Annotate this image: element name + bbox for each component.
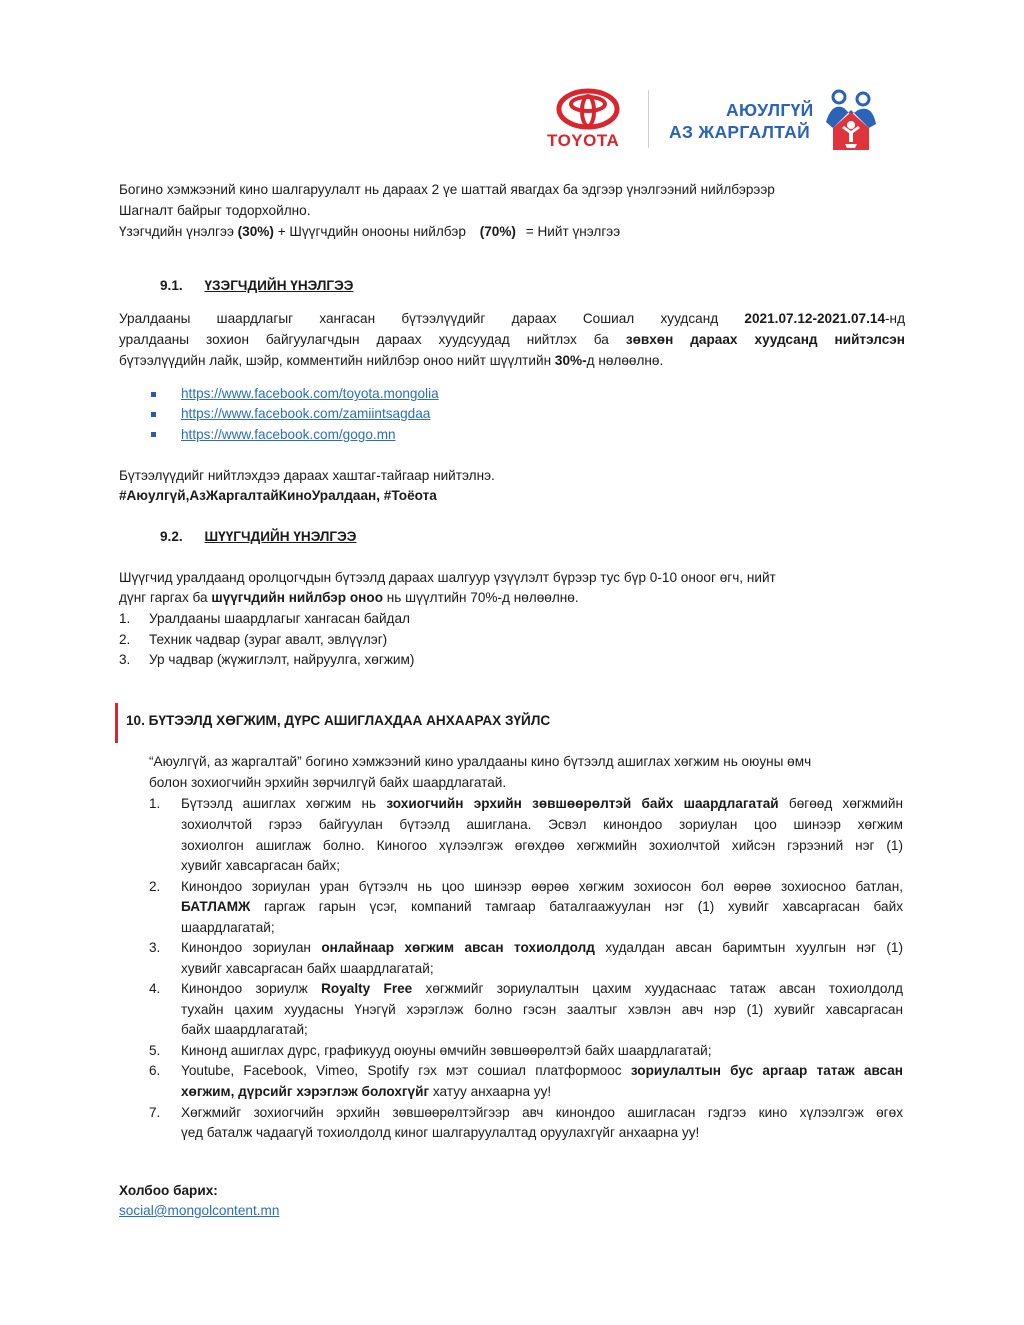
text-run: бүтээлүүдийн лайк, шэйр, комментийн нийлбэр оноо нийт шүүлтийн — [119, 353, 555, 368]
section-9-1-title: ҮЗЭГЧДИЙН ҮНЭЛГЭЭ — [204, 278, 354, 293]
criteria-item — [119, 609, 130, 629]
section-10-intro-line-2: болон зохиогчийн эрхийн зөрчилгүй байх шаардлагатай. — [149, 775, 507, 790]
text-run: гаргаж гарын үсэг, компаний тамгаар баталгаажуулан нэг (1) хувийг хавсаргасан байх — [250, 899, 903, 914]
section-9-2-number: 9.2. — [160, 529, 183, 544]
rule-4-line-1 — [181, 979, 903, 999]
bold-text: онлайнаар хөгжим авсан тохиолдолд — [321, 940, 595, 955]
square-bullet-icon — [151, 432, 156, 437]
text-run: Кинондоо зориулан — [181, 940, 322, 955]
text-run: Бүтээлд ашиглах хөгжим нь — [181, 796, 387, 811]
section-9-1-para-line-2 — [119, 330, 905, 350]
list-number: 5. — [149, 1043, 161, 1058]
list-number: 1. — [119, 611, 131, 626]
rule-3-line-1 — [181, 938, 903, 958]
rule-5-line-1: Кинонд ашиглах дүрс, графикууд оюуны өмчийн зөвшөөрөлтэй байх шаардлагатай; — [181, 1043, 712, 1058]
square-bullet-icon — [151, 412, 156, 417]
formula-viewer-label: Үзэгчдийн үнэлгээ — [119, 224, 238, 239]
contact-label: Холбоо барих: — [119, 1183, 218, 1198]
criteria-item — [119, 630, 130, 650]
section-9-2-para-line-2 — [119, 588, 579, 608]
list-number: 2. — [149, 879, 161, 894]
rule-1-line-4: хувийг хавсаргасан байх; — [181, 858, 340, 873]
section-9-1-para-line-1 — [119, 309, 905, 329]
bold-text: хөгжим, дүрсийг хэрэглэж болохгүйг — [181, 1084, 430, 1099]
rule-3-line-2: хувийг хавсаргасан байх шаардлагатай; — [181, 961, 434, 976]
rule-4-line-3: байх шаардлагатай; — [181, 1022, 308, 1037]
text-run: Youtube, Facebook, Vimeo, Spotify гэх мэт сошиал платформоос — [181, 1063, 631, 1078]
rule-7-line-2: үед баталж чадаагүй тохиолдолд киног шалгаруулалтад оруулахгүйг анхаарна уу! — [181, 1125, 700, 1140]
text-run: нь шүүлтийн 70%-д нөлөөлнө. — [383, 590, 579, 605]
bold-text: зөвхөн дараах хуудсанд нийтэлсэн — [625, 332, 905, 347]
section-accent-bar — [115, 703, 118, 743]
bold-text: 30%- — [554, 353, 587, 368]
criteria-text: Ур чадвар (жүжиглэлт, найруулга, хөгжим) — [149, 652, 415, 667]
text-run: уралдааны зохион байгуулагчдын дараах хуудсуудад нийтлэх ба — [119, 332, 626, 347]
text-run: бөгөөд хөгжмийн — [778, 796, 904, 811]
bold-text: шүүгчдийн нийлбэр оноо — [211, 590, 384, 605]
section-9-1-para-line-3 — [119, 351, 663, 371]
date-range: 2021.07.12-2021.07.14 — [744, 311, 886, 326]
intro-line-1: Богино хэмжээний кино шалгаруулалт нь дараах 2 үе шаттай явагдах ба эдгээр үнэлгээний нийлбэрээр — [119, 182, 775, 197]
list-number: 6. — [149, 1063, 161, 1078]
list-number: 4. — [149, 981, 161, 996]
rule-7-line-1: Хөгжмийг зохиогчийн эрхийн зөвшөөрөлтэйгээр авч кинондоо ашигласан гэдгээ кино хүлээлгэж өгөх — [181, 1105, 903, 1120]
text-run: д нөлөөлнө. — [586, 353, 664, 368]
text-run: -нд — [885, 311, 905, 326]
text-run: хөгжмийг зориулалтын цахим хуудаснаас татаж авсан тохиолдолд — [412, 981, 903, 996]
criteria-text: Техник чадвар (зураг авалт, эвлүүлэг) — [149, 632, 388, 647]
section-9-1-number: 9.1. — [160, 278, 183, 293]
link-gogo-mn[interactable]: https://www.facebook.com/gogo.mn — [181, 427, 396, 442]
list-number: 3. — [119, 652, 131, 667]
bold-text: Royalty Free — [321, 981, 413, 996]
hashtag-intro: Бүтээлүүдийг нийтлэхдээ дараах хаштаг-тайгаар нийтэлнэ. — [119, 468, 495, 483]
logo-divider — [648, 90, 649, 148]
formula-total-label: = Нийт үнэлгээ — [521, 224, 621, 239]
text-run: Кинондоо зориулж — [181, 981, 322, 996]
family-house-icon — [822, 88, 880, 152]
link-toyota-mongolia[interactable]: https://www.facebook.com/toyota.mongolia — [181, 386, 439, 401]
section-10-intro-line-1: “Аюулгүй, аз жаргалтай” богино хэмжээний кино уралдааны кино бүтээлд ашиглах хөгжим нь оюуны өмч — [149, 754, 812, 769]
intro-line-2: Шагналт байрыг тодорхойлно. — [119, 203, 311, 218]
text-run: дүнг гаргах ба — [119, 590, 212, 605]
square-bullet-icon — [151, 392, 156, 397]
list-number: 2. — [119, 632, 131, 647]
criteria-item — [119, 650, 130, 670]
toyota-wordmark: TOYOTA — [547, 131, 620, 150]
rule-1-line-1 — [181, 794, 903, 814]
toyota-emblem-icon — [556, 88, 620, 130]
campaign-title-line1: АЮУЛГҮЙ — [726, 100, 814, 120]
text-run: хатуу анхаарна уу! — [429, 1084, 552, 1099]
rule-2-line-3: шаардлагатай; — [181, 920, 275, 935]
rule-6-line-2 — [181, 1082, 551, 1102]
bold-text: зохиогчийн эрхийн зөвшөөрөлтэй байх шаардлагатай — [386, 796, 779, 811]
section-9-2-heading — [160, 527, 356, 547]
bold-text: зориулалтын бус аргаар татаж авсан — [630, 1063, 903, 1078]
section-10-heading: 10. БҮТЭЭЛД ХӨГЖИМ, ДҮРС АШИГЛАХДАА АНХААРАХ ЗҮЙЛС — [126, 713, 551, 728]
section-9-1-heading — [160, 276, 353, 296]
text-run: Уралдааны шаардлагыг хангасан бүтээлүүдийг дараах Сошиал хуудсанд — [119, 311, 745, 326]
rule-4-line-2: тухайн цахим хуудасны Үнэгүй хэрэглэж болно гэсэн заалтыг хэвлэн авч нэр (1) хувийг хавсаргасан — [181, 1002, 903, 1017]
link-zamiintsagdaa[interactable]: https://www.facebook.com/zamiintsagdaa — [181, 406, 431, 421]
bold-text: БАТЛАМЖ — [181, 899, 251, 914]
formula-jury-label: + Шүүгчдийн онооны нийлбэр — [273, 224, 470, 239]
list-number: 3. — [149, 940, 161, 955]
list-number: 1. — [149, 796, 161, 811]
formula-viewer-percent: (30%) — [237, 224, 274, 239]
score-formula — [119, 222, 620, 242]
rule-6-line-1 — [181, 1061, 903, 1081]
rule-2-line-2 — [181, 897, 903, 917]
section-9-2-para-line-1: Шүүгчид уралдаанд оролцогчдын бүтээлд дараах шалгуур үзүүлэлт бүрээр тус бүр 0-10 оноог өгч, нийт — [119, 570, 776, 585]
section-9-2-title: ШҮҮГЧДИЙН ҮНЭЛГЭЭ — [204, 529, 357, 544]
criteria-text: Уралдааны шаардлагыг хангасан байдал — [149, 611, 410, 626]
contact-email-link[interactable]: social@mongolcontent.mn — [119, 1203, 280, 1218]
rule-1-line-3: зохиолгон ашиглаж болно. Киногоо хүлээлгэж өгөхдөө хөгжмийн зохиолчтой хийсэн гэрээний нэг (1) — [181, 838, 903, 853]
list-number: 7. — [149, 1105, 161, 1120]
campaign-title-line2: АЗ ЖАРГАЛТАЙ — [669, 122, 810, 142]
formula-jury-percent: (70%) — [479, 224, 516, 239]
text-run: худалдан авсан баримтын хуулгын нэг (1) — [594, 940, 903, 955]
rule-2-line-1: Кинондоо зориулан уран бүтээлч нь цоо шинээр өөрөө хөгжим зохиосон бол өөрөө зохиосноо батлан, — [181, 879, 903, 894]
hashtags: #Аюулгүй,АзЖаргалтайКиноУралдаан, #Тоёота — [119, 488, 437, 503]
rule-1-line-2: зохиолчтой гэрээ байгуулан бүтээлд ашиглана. Эсвэл кинондоо зориулан цоо шинээр хөгжим — [181, 817, 903, 832]
